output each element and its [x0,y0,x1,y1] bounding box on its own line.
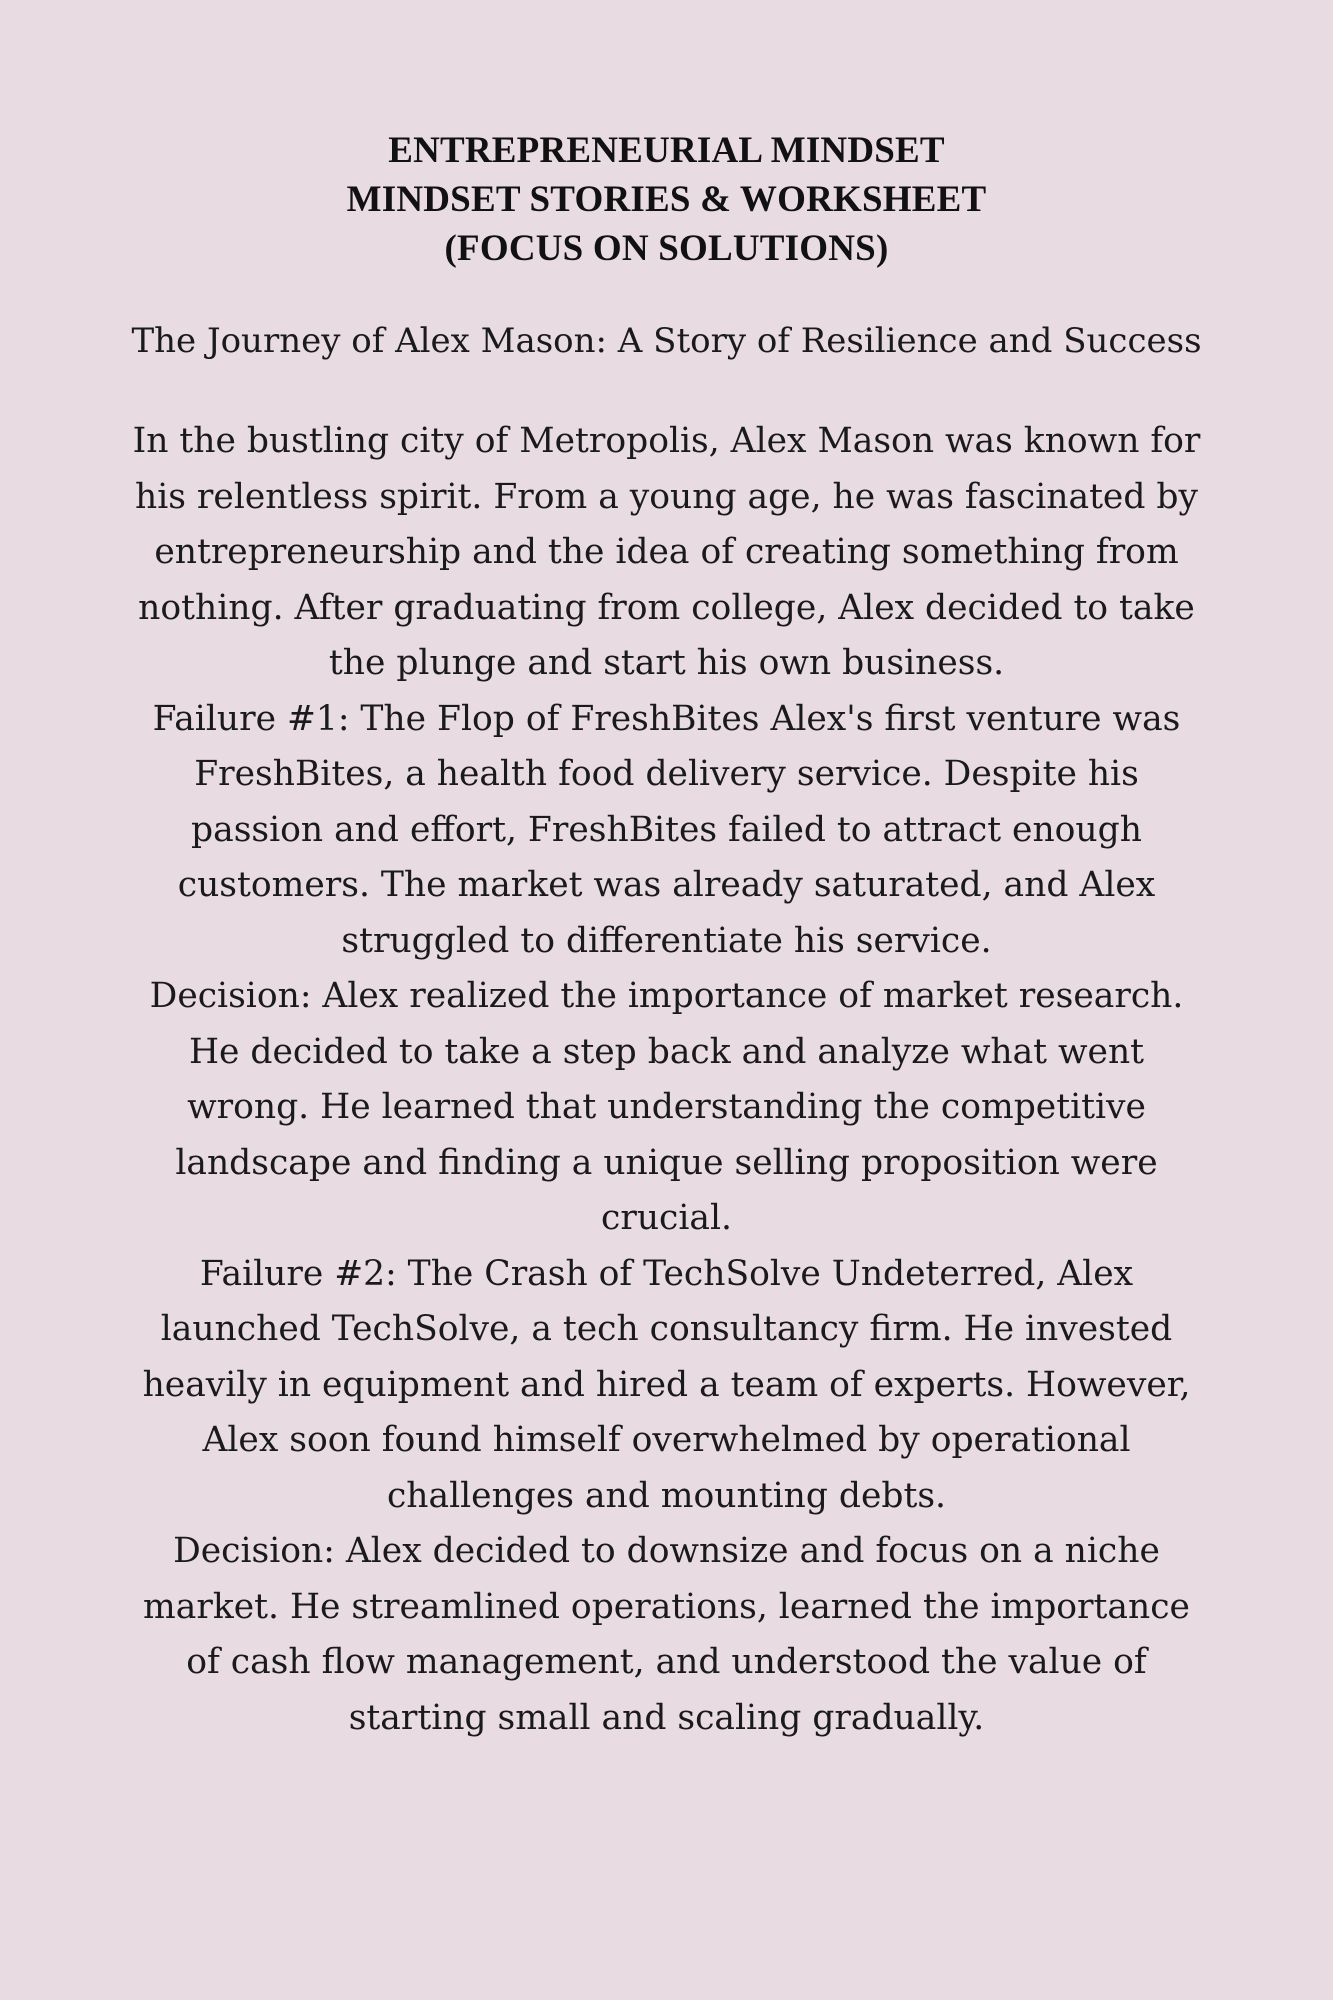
decision-1-paragraph: Decision: Alex realized the importance of market research. He decided to take a step back and analyze what went wrong. He learned that understanding the competitive landscape and finding a unique selling proposition were crucial. [149,976,1184,1238]
story-intro-paragraph: In the bustling city of Metropolis, Alex Mason was known for his relentless spirit. From a young age, he was fascinated by entrepreneurship and the idea of creating something from nothing. After graduating from college, Alex decided to take the plunge and start his own business. [132,421,1201,683]
page-header [125,0,1208,273]
failure-1-paragraph: Failure #1: The Flop of FreshBites Alex's first venture was FreshBites, a health food delivery service. Despite his passion and effort, FreshBites failed to attract enough customers. The market was already saturated, and Alex struggled to differentiate his service. [152,698,1181,961]
story-body [125,414,1208,1746]
failure-2-paragraph: Failure #2: The Crash of TechSolve Undeterred, Alex launched TechSolve, a tech consultancy firm. He invested heavily in equipment and hired a team of experts. However, Alex soon found himself overwhelmed by operational challenges and mounting debts. [142,1253,1191,1516]
story-title: The Journey of Alex Mason: A Story of Resilience and Success [131,321,1202,361]
header-focus: (FOCUS ON SOLUTIONS) [444,228,889,269]
decision-2-paragraph: Decision: Alex decided to downsize and focus on a niche market. He streamlined operations, learned the importance of cash flow management, and understood the value of starting small and scaling gradually. [143,1531,1190,1738]
header-title: ENTREPRENEURIAL MINDSET [388,130,945,171]
header-subtitle: MINDSET STORIES & WORKSHEET [346,179,987,220]
